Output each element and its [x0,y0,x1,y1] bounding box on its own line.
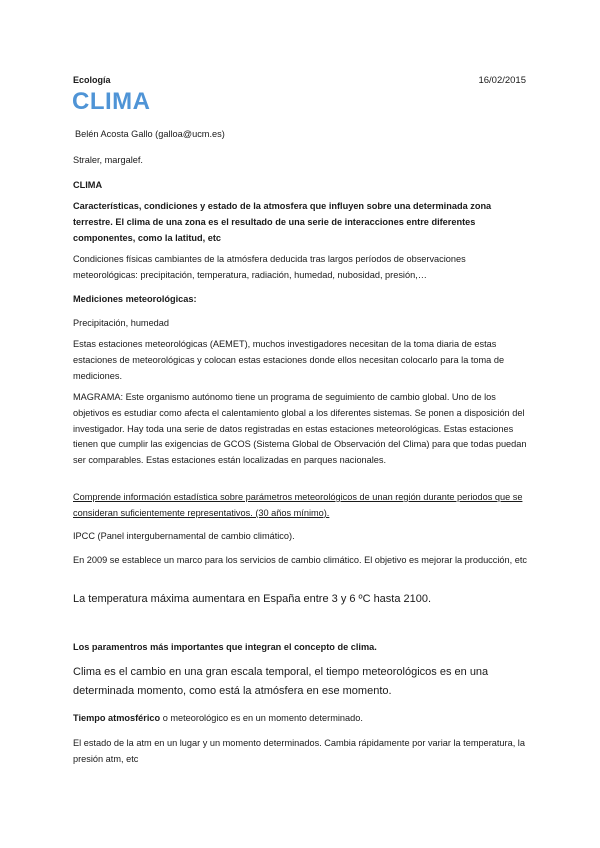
framework-paragraph: En 2009 se establece un marco para los servicios de cambio climático. El objetivo es mejorar la producción, etc [73,555,527,565]
section-heading: CLIMA [73,180,103,190]
statistics-paragraph: Comprende información estadística sobre parámetros meteorológicos de unan región durante periodos que se consideran suficientemente representativos. (30 años mínimo). [73,492,523,518]
date-label: 16/02/2015 [478,75,526,86]
climate-vs-weather: Clima es el cambio en una gran escala temporal, el tiempo meteorológicos es en una determinada momento, como está la atmósfera en ese momento. [73,666,489,697]
ipcc-line: IPCC (Panel intergubernamental de cambio climático). [73,531,295,541]
measurements-heading: Mediciones meteorológicas: [73,294,197,304]
aemet-paragraph: Estas estaciones meteorológicas (AEMET), muchos investigadores necesitan de la toma diaria de estas estaciones de meteorológicas y colocan estas estaciones donde ellos necesitan colocarlo para la toma de mediciones. [73,339,505,381]
definition-paragraph: Características, condiciones y estado de la atmosfera que influyen sobre una determinada zona terrestre. El clima de una zona es el resultado de una serie de interacciones entre diferentes componentes, como la latitud, etc [73,201,492,243]
page-title: CLIMA [72,88,151,115]
atm-state-paragraph: El estado de la atm en un lugar y un momento determinados. Cambia rápidamente por variar la temperatura, la presión atm, etc [73,738,525,764]
weather-definition [73,711,529,727]
reference-line: Straler, margalef. [73,155,143,165]
conditions-paragraph: Condiciones físicas cambiantes de la atmósfera deducida tras largos períodos de observaciones meteorológicas: precipitación, temperatura, radiación, humedad, nubosidad, presión,… [73,254,466,280]
weather-term: Tiempo atmosférico [73,713,161,723]
subject-label: Ecología [73,75,111,85]
measurements-list: Precipitación, humedad [73,318,170,328]
params-heading: Los paramentros más importantes que integran el concepto de clima. [73,642,377,652]
magrama-paragraph: MAGRAMA: Este organismo autónomo tiene un programa de seguimiento de cambio global. Uno de los objetivos es estudiar como afecta el calentamiento global a los diferentes sistemas. Se ponen a disposición del investigador. Hay toda una serie de datos registradas en estas estaciones meteorológicas. Estas estaciones tienen que cumplir las exigencias de GCOS (Sistema Global de Observación del Clima) para que todas puedan ser comparables. Estas estaciones están localizadas en parques nacionales. [73,392,527,466]
author-line: Belén Acosta Gallo (galloa@ucm.es) [75,129,225,139]
temperature-statement: La temperatura máxima aumentara en España entre 3 y 6 ºC hasta 2100. [73,593,432,605]
weather-definition-rest: o meteorológico es en un momento determinado. [160,713,363,723]
